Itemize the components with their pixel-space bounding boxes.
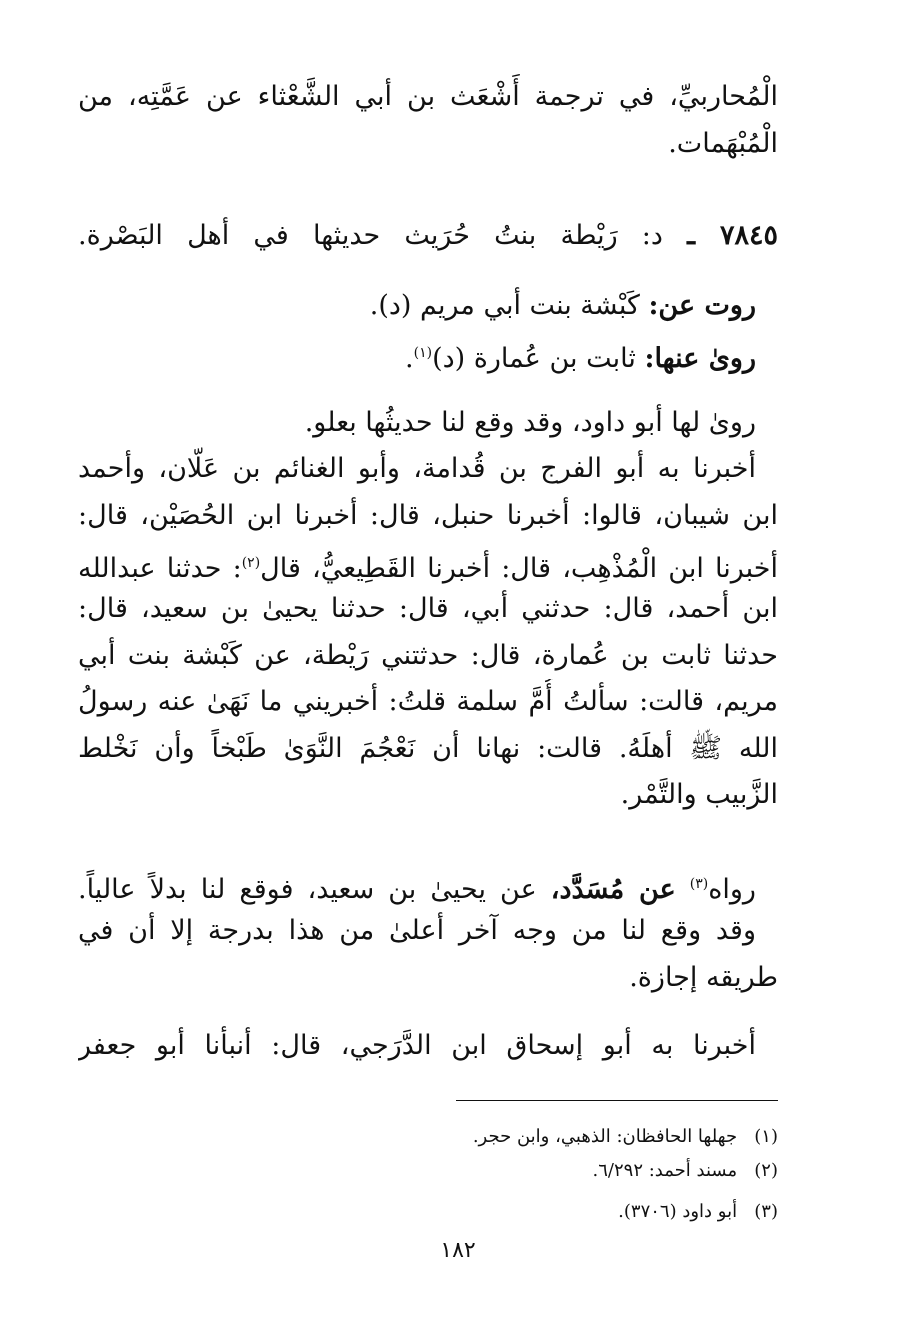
text-line-15-b: عن يحيىٰ بن سعيد، فوقع لنا بدلاً عالياً. <box>78 874 537 905</box>
text-line-9 <box>78 540 778 586</box>
footnote-3 <box>78 1197 778 1227</box>
text-line-6: روىٰ لها أبو داود، وقد وقع لنا حديثُها بعلو. <box>304 407 756 438</box>
text-line-13: الله ﷺ أهلَهُ. قالت: نهانا أن نَعْجُمَ النَّوَىٰ طَبْخاً وأن نَخْلط <box>78 733 778 764</box>
text-line-17: طريقه إجازة. <box>629 962 778 993</box>
text-line-15-a: رواه <box>708 874 756 905</box>
footnote-1-text: جهلها الحافظان: الذهبي، وابن حجر. <box>472 1126 738 1147</box>
text-line-11: حدثنا ثابت بن عُمارة، قال: حدثتني رَيْطة، عن كَبْشة بنت أبي <box>78 640 778 671</box>
footnote-1-mark: (١) <box>754 1126 778 1147</box>
entry-title: د: رَيْطة بنتُ حُرَيث حديثها في أهل البَصْرة. <box>78 220 663 251</box>
narrated-by-text: ثابت بن عُمارة (د) <box>432 343 636 374</box>
text-line-2: الْمُبْهَمات. <box>668 128 778 159</box>
footnote-3-mark: (٣) <box>754 1201 778 1222</box>
footnote-ref-1: (١) <box>413 345 433 361</box>
footnote-3-text: أبو داود (٣٧٠٦). <box>618 1201 738 1222</box>
text-line-16: وقد وقع لنا من وجه آخر أعلىٰ من هذا بدرجة إلا أن في <box>78 915 756 946</box>
text-line-14: الزَّبيب والتَّمْر. <box>620 779 778 810</box>
text-line-10: ابن أحمد، قال: حدثني أبي، قال: حدثنا يحيىٰ بن سعيد، قال: <box>78 593 778 624</box>
text-line-9-a: أخبرنا ابن الْمُذْهِب، قال: أخبرنا القَطِيعيُّ، قال <box>260 553 778 584</box>
text-line-7: أخبرنا به أبو الفرج بن قُدامة، وأبو الغنائم بن عَلّان، وأحمد <box>78 453 756 484</box>
entry-heading <box>78 213 778 259</box>
footnote-2-mark: (٢) <box>754 1160 778 1181</box>
text-line-9-b: : حدثنا عبدالله <box>78 553 242 584</box>
narrated-by-tail: . <box>405 343 414 374</box>
footnote-divider <box>456 1100 778 1101</box>
page-number: ١٨٢ <box>440 1238 476 1263</box>
text-line-15 <box>78 861 756 907</box>
footnote-ref-3: (٣) <box>689 876 709 892</box>
entry-number: ٧٨٤٥ ـ <box>687 220 778 251</box>
narrated-from-text: كَبْشة بنت أبي مريم (د). <box>369 290 640 321</box>
narrated-from-line <box>56 283 756 329</box>
footnote-ref-2: (٢) <box>241 555 261 571</box>
footnote-1 <box>78 1122 778 1152</box>
footnote-2-text: مسند أحمد: ٦/٢٩٢. <box>592 1160 738 1181</box>
text-line-12: مريم، قالت: سألتُ أُمَّ سلمة قلتُ: أخبريني ما نَهَىٰ عنه رسولُ <box>78 686 778 717</box>
text-line-1: الْمُحاربيِّ، في ترجمة أَشْعَث بن أبي الشَّعْثاء عن عَمَّتِه، من <box>78 81 778 112</box>
text-line-15-bold: عن مُسَدَّد، <box>550 874 676 905</box>
text-line-18: أخبرنا به أبو إسحاق ابن الدَّرَجي، قال: أنبأنا أبو جعفر <box>78 1030 756 1061</box>
narrated-by-line <box>56 330 756 376</box>
narrated-by-label: روىٰ عنها: <box>644 343 756 374</box>
footnote-2 <box>78 1156 778 1186</box>
text-line-8: ابن شيبان، قالوا: أخبرنا حنبل، قال: أخبرنا ابن الحُصَيْن، قال: <box>78 500 778 531</box>
narrated-from-label: روت عن: <box>648 290 756 321</box>
